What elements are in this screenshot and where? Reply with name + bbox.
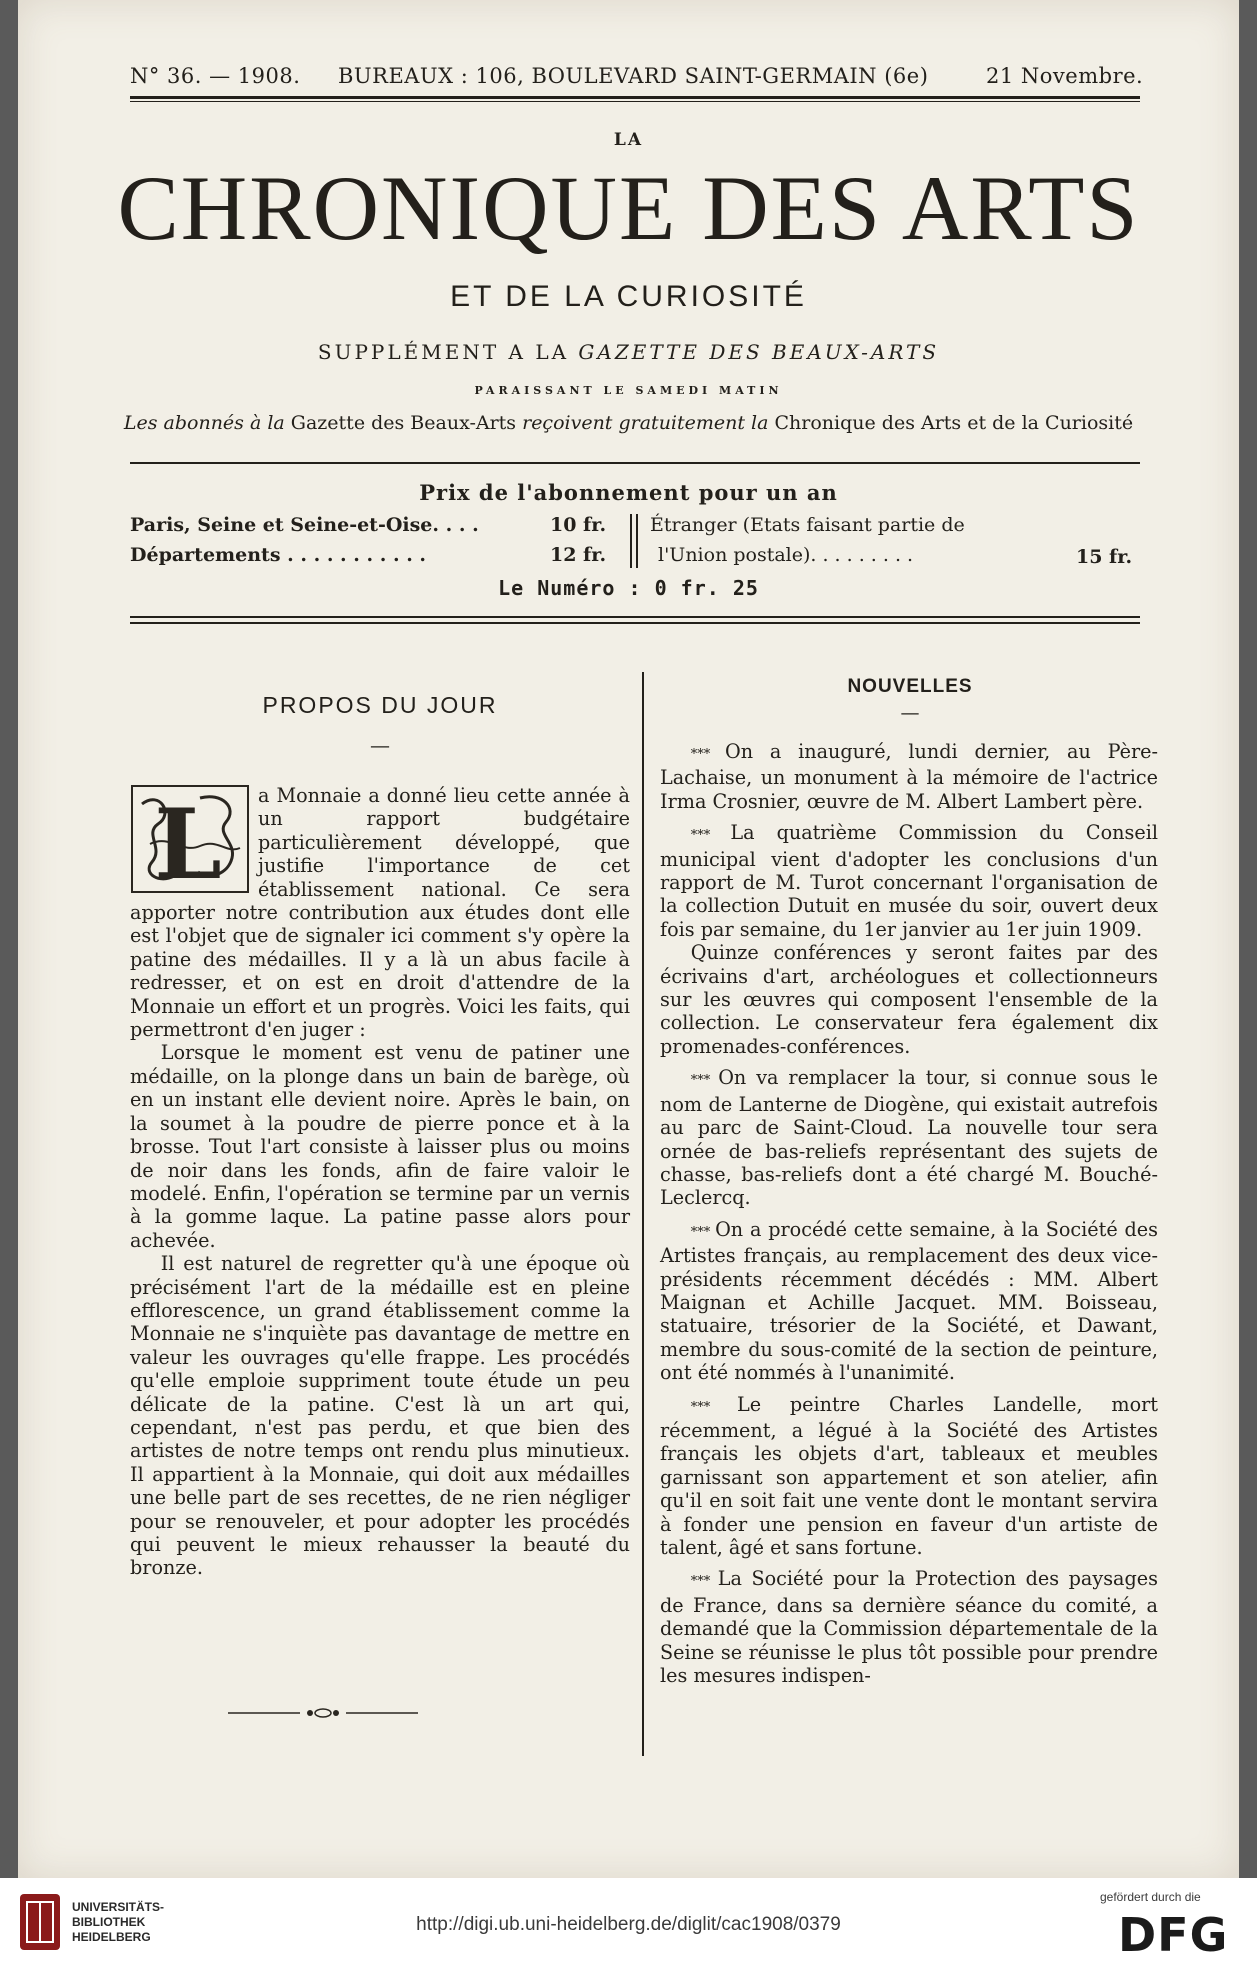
ornamental-dropcap (130, 784, 254, 896)
asterism-icon: *** (690, 747, 726, 762)
nouvelles-item-4: *** On va remplacer la tour, si connue sous le nom de Lanterne de Diogène, qui existait autrefois au parc de Saint-Cloud. La nouvelle tour sera ornée de bas-reliefs représentant des sujets de chasse, bas-reliefs dont a été chargé M. Bouché-Leclercq. (660, 1066, 1158, 1210)
abonnement-separator-right (636, 514, 638, 568)
abonnement-separator-left (630, 514, 632, 568)
abonnement-etranger-price: 15 fr. (1076, 546, 1133, 568)
nouvelles-heading: NOUVELLES (847, 676, 973, 697)
title-subtitle: ET DE LA CURIOSITÉ (450, 280, 807, 313)
nouvelles-item-6: *** Le peintre Charles Landelle, mort récemment, a légué à la Société des Artistes français les objets d'art, tableaux et meubles garnissant son appartement et son atelier, afin qu'il en soit fait une vente dont le montant servira à fonder une pension en faveur d'un artiste de talent, âgé et sans fortune. (660, 1392, 1159, 1559)
propos-du-jour-heading: PROPOS DU JOUR (262, 692, 498, 718)
nouvelles-article (660, 740, 1158, 1687)
title-supplement (18, 340, 1239, 364)
svg-text:L: L (154, 788, 222, 896)
top-rule-thick (130, 96, 1140, 99)
end-ornament-icon (228, 1708, 418, 1718)
page-title: CHRONIQUE DES ARTS (117, 157, 1140, 259)
abonnement-rule-top (130, 462, 1140, 464)
propos-paragraph-3: Il est naturel de regretter qu'à une époque où précisément l'art de la médaille est en pleine efflorescence, un grand établissement comme la Monnaie ne s'inquiète pas davantage de mettre en valeur les ouvrages qu'elle frappe. Les procédés qu'elle emploie suppriment toute étude un peu délicate de la patine. C'est là un art qui, cependant, n'est pas perdu, et que bien des artistes de notre temps ont rendu plus minutieux. Il appartient à la Monnaie, qui doit aux médailles une belle part de ses recettes, de ne rien négliger pour se renouveler, et pour adopter les procédés qui peuvent le mieux rehausser la beauté du bronze. (130, 1252, 630, 1580)
abonnement-dept-label: Départements . . . . . . . . . . . (130, 544, 427, 566)
propos-dash: — (370, 733, 390, 757)
masthead-line (130, 64, 1144, 94)
dfg-caption: gefördert durch die (1100, 1890, 1201, 1904)
bureaux-address: BUREAUX : 106, BOULEVARD SAINT-GERMAIN (6e) (338, 64, 929, 88)
viewer-footer (0, 1878, 1257, 1970)
abonnes-part-2: Gazette des Beaux-Arts (284, 412, 523, 434)
dropcap-ornament-icon (130, 784, 254, 896)
asterism-icon: *** (690, 1574, 718, 1590)
nouvelles-item-7: *** La Société pour la Protection des paysages de France, dans sa dernière séance du comité, a demandé que la Commission départementale de la Seine se réunisse le plus tôt possible pour prendre les mesures indispen- (660, 1567, 1158, 1688)
abonnes-part-1: Les abonnés à la (123, 412, 285, 434)
numero-price: Le Numéro : 0 fr. 25 (498, 576, 759, 600)
supplement-gazette: GAZETTE DES BEAUX-ARTS (578, 340, 940, 364)
paraissant-line: PARAISSANT LE SAMEDI MATIN (474, 384, 783, 397)
issue-date: 21 Novembre. (986, 64, 1144, 88)
abonnement-etranger-1: Étranger (Etats faisant partie de (650, 514, 965, 536)
propos-article (130, 784, 630, 1580)
issue-number: N° 36. — 1908. (130, 64, 301, 88)
abonnement-paris-label: Paris, Seine et Seine-et-Oise. . . . (130, 514, 479, 536)
supplement-prefix: SUPPLÉMENT A LA (317, 340, 579, 364)
permalink-url[interactable]: http://digi.ub.uni-heidelberg.de/diglit/cac1908/0379 (416, 1914, 841, 1935)
column-divider (642, 672, 644, 1756)
abonnement-etranger-2: l'Union postale). . . . . . . . . (658, 544, 914, 566)
abonnement-dept-price: 12 fr. (550, 544, 607, 566)
nouvelles-item-3: Quinze conférences y seront faites par des écrivains d'art, archéologues et collectionneurs sur les œuvres qui composent l'ensemble de la collection. Le conservateur fera également dix promenades-conférences. (660, 941, 1158, 1058)
abonnes-part-3: reçoivent gratuitement la (522, 412, 769, 434)
abonnement-title: Prix de l'abonnement pour un an (419, 480, 838, 505)
nouvelles-item-2: *** La quatrième Commission du Conseil municipal vient d'adopter les conclusions d'un rapport de M. Turot concernant l'organisation de la collection Dutuit en musée du soir, ouvert deux fois par semaine, du 1er janvier au 1er juin 1909. (660, 821, 1158, 941)
asterism-icon: *** (690, 1224, 716, 1240)
abonnement-rule-bottom-2 (130, 622, 1140, 624)
asterism-icon: *** (690, 828, 731, 844)
asterism-icon: *** (690, 1399, 738, 1415)
university-name: UNIVERSITÄTS- BIBLIOTHEK HEIDELBERG (72, 1900, 165, 1944)
nouvelles-dash: — (900, 702, 920, 724)
abonnes-part-4: Chronique des Arts et de la Curiosité (768, 412, 1134, 434)
nouvelles-item-1: *** On a inauguré, lundi dernier, au Père-Lachaise, un monument à la mémoire de l'actrice Irma Crosnier, œuvre de M. Albert Lambert père. (660, 740, 1159, 813)
nouvelles-item-5: *** On a procédé cette semaine, à la Société des Artistes français, au remplacement des deux vice-présidents récemment décédés : MM. Albert Maignan et Achille Jacquet. MM. Boisseau, statuaire, trésorier de la Société, et Dawant, membre du sous-comité de la section de peinture, ont été nommés à l'unanimité. (660, 1217, 1159, 1385)
dfg-logo: DFG (1118, 1908, 1229, 1962)
propos-paragraph-2: Lorsque le moment est venu de patiner une médaille, on la plonge dans un bain de barège, où en un instant elle devient noire. Après le bain, on la soumet à la poudre de pierre ponce et à la brosse. Tout l'art consiste à laisser plus ou moins de noir dans les fonds, afin de faire valoir le modelé. Enfin, l'opération se termine par un vernis à la gomme laque. La patine passe alors pour achevée. (130, 1041, 630, 1252)
scanned-page (18, 0, 1239, 1878)
abonnement-paris-price: 10 fr. (550, 514, 607, 536)
asterism-icon: *** (690, 1073, 719, 1089)
abonnes-line (18, 412, 1239, 434)
title-la: LA (613, 130, 644, 150)
abonnement-rule-bottom-1 (130, 616, 1140, 618)
propos-paragraph-1: a Monnaie a donné lieu cette année à un rapport budgétaire particulièrement développé, que justifie l'importance de cet établissement national. Ce sera apporter notre contribution aux études dont elle est l'objet que de signaler ici comment s'y opère la patine des médailles. Il y a là un abus facile à redresser, et on est en droit d'attendre de la Monnaie un effort et un progrès. Voici les faits, qui permettront d'en juger : (130, 784, 630, 1042)
top-rule-thin (130, 101, 1140, 102)
